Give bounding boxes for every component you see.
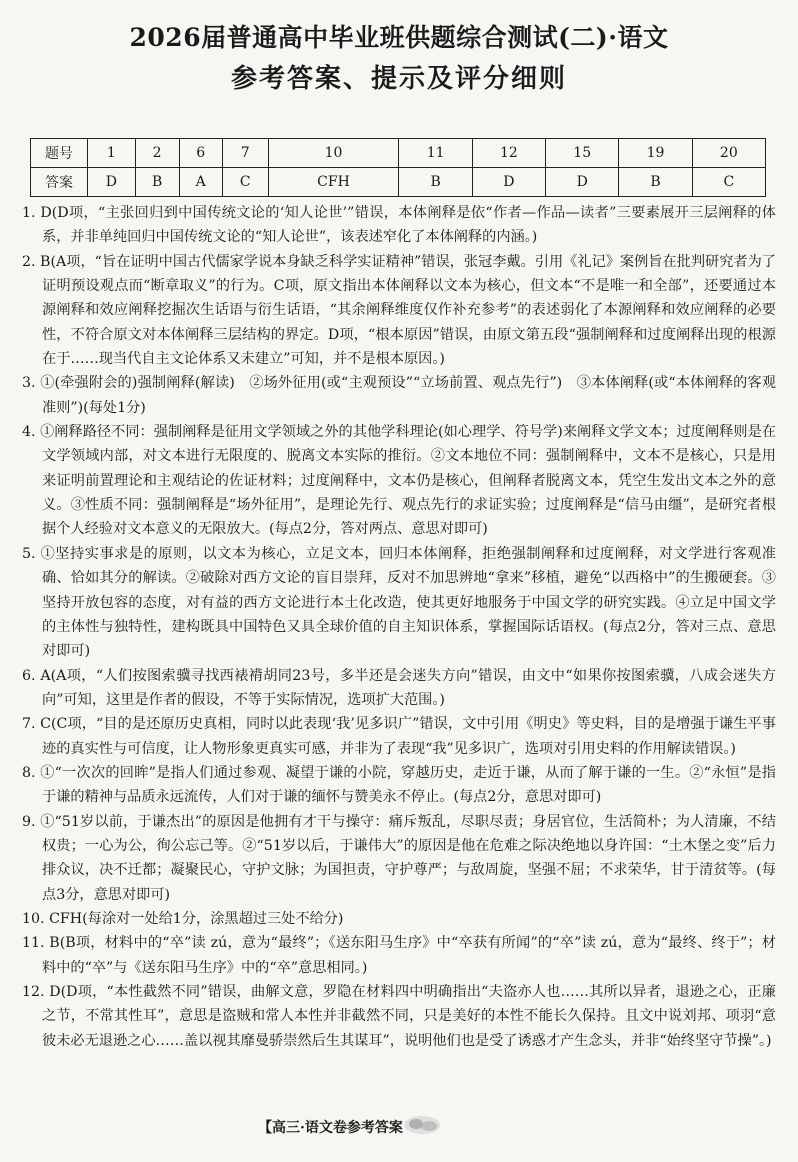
explanation-item-10: 10. CFH(每涂对一处给1分，涂黑超过三处不给分) — [22, 910, 344, 927]
answer-cell: B — [135, 168, 179, 197]
explanation-item-8: 8. ①“一次次的回眸”是指人们通过参观、凝望于谦的小院，穿越历史，走近于谦，从而了解于谦的一生。②“永恒”是指于谦的精神与品质永远流传，人们对于谦的缅怀与赞美永不停止。(每点2分，意思对即可) — [22, 764, 776, 806]
answer-cell: CFH — [268, 168, 399, 197]
answer-row — [31, 168, 766, 197]
page-title: 2026届普通高中毕业班供题综合测试(二)·语文 — [129, 23, 669, 52]
explanation-item-9: 9. ①“51岁以前，于谦杰出”的原因是他拥有才干与操守：痛斥叛乱，尽职尽责；身居官位，生活简朴；为人清廉，不结权贵；一心为公，徇公忘己等。②“51岁以后，于谦伟大”的原因是他在危难之际决绝地以身许国：“土木堡之变”后力排众议，决不迁都；凝聚民心，守护文脉；为国担责，守护尊严；与敌周旋，坚强不屈；不求荣华，甘于清贫等。(每点3分，意思对即可) — [22, 813, 776, 903]
question-number-cell: 19 — [619, 139, 692, 168]
question-number-row — [31, 139, 766, 168]
answer-cell: D — [88, 168, 136, 197]
question-number-cell: 20 — [692, 139, 765, 168]
question-number-cell: 2 — [135, 139, 179, 168]
answer-row-label: 答案 — [31, 168, 88, 197]
answer-cell: A — [179, 168, 222, 197]
answer-cell: C — [222, 168, 268, 197]
question-number-cell: 1 — [88, 139, 136, 168]
answer-cell: B — [619, 168, 692, 197]
explanation-item-1: 1. D(D项，“主张回归到中国传统文论的‘知人论世’”错误，本体阐释是依“作者—作品—读者”三要素展开三层阐释的体系，并非单纯回归中国传统文论的“知人论世”，该表述窄化了本体阐释的内涵。) — [22, 205, 776, 246]
explanation-item-4: 4. ①阐释路径不同：强制阐释是征用文学领域之外的其他学科理论(如心理学、符号学)来阐释文学文本；过度阐释则是在文学领域内部，对文本进行无限度的、脱离文本实际的推衍。②文本地位不同：强制阐释中，文本不是核心，只是用来证明前置理论和主观结论的佐证材料；过度阐释中，文本仍是核心，但阐释者脱离文本，凭空生发出文本之外的意义。③性质不同：强制阐释是“场外征用”，是理论先行、观点先行的求证实验；过度阐释是“信马由缰”，是研究者根据个人经验对文本意义的无限放大。(每点2分，答对两点、意思对即可) — [22, 424, 776, 538]
explanation-item-2: 2. B(A项，“旨在证明中国古代儒家学说本身缺乏科学实证精神”错误，张冠李戴。引用《礼记》案例旨在批判研究者为了证明预设观点而“断章取义”的行为。C项，原文指出本体阐释以文本为核心，但文本“不是唯一和全部”，还要通过本源阐释和效应阐释挖掘次生话语与衍生话语，“其余阐释维度仅作补充参考”的表述弱化了本源阐释和效应阐释的必要性，不符合原文对本体阐释三层结构的界定。D项，“根本原因”错误，由原文第五段“强制阐释和过度阐释出现的根源在于……现当代自主文论体系又未建立”可知，并不是根本原因。) — [22, 253, 776, 368]
question-number-cell: 7 — [222, 139, 268, 168]
explanation-item-11: 11. B(B项，材料中的“卒”读 zú，意为“最终”；《送东阳马生序》中“卒获有所闻”的“卒”读 zú，意为“最终、终于”；材料中的“卒”与《送东阳马生序》中的“卒”意思相同。) — [22, 935, 776, 976]
question-number-cell: 12 — [472, 139, 545, 168]
explanation-item-7: 7. C(C项，“目的是还原历史真相，同时以此表现‘我’见多识广”错误，文中引用《明史》等史料，目的是增强于谦生平事迹的真实性与可信度，让人物形象更真实可感，并非为了表现“我”见多识广，选项对引用史料的作用解读错误。) — [22, 716, 776, 757]
question-row-label: 题号 — [31, 139, 88, 168]
explanation-item-12: 12. D(D项，“本性截然不同”错误，曲解文意，罗隐在材料四中明确指出“夫盗亦人也……其所以异者，退逊之心，正廉之节，不常其性耳”，意思是盗贼和常人本性并非截然不同，只是美好的本性不能长久保持。且文中说刘邦、项羽“意彼未必无退逊之心……盖以视其靡曼骄崇然后生其谋耳”，说明他们也是受了诱惑才产生念头，并非“始终坚守节操”。) — [22, 984, 776, 1049]
answer-cell: B — [399, 168, 472, 197]
explanation-item-6: 6. A(A项，“人们按图索骥寻找西裱褙胡同23号，多半还是会迷失方向”错误，由文中“如果你按图索骥，八成会迷失方向”可知，这里是作者的假设，不等于实际情况，选项扩大范围。) — [22, 667, 776, 708]
question-number-cell: 10 — [268, 139, 399, 168]
answer-table — [30, 138, 766, 197]
page-subtitle: 参考答案、提示及评分细则 — [230, 64, 567, 94]
question-number-cell: 11 — [399, 139, 472, 168]
explanation-item-5: 5. ①坚持实事求是的原则，以文本为核心，立足文本，回归本体阐释，拒绝强制阐释和过度阐释，对文学进行客观准确、恰如其分的解读。②破除对西方文论的盲目崇拜，反对不加思辨地“拿来”移植，避免“以西格中”的生搬硬套。③坚持开放包容的态度，对有益的西方文论进行本土化改造，使其更好地服务于中国文学的研究实践。④立足中国文学的主体性与独特性，建构既具中国特色又具全球价值的自主知识体系，掌握国际话语权。(每点2分，答对三点、意思对即可) — [22, 545, 776, 660]
page-footer: 【高三·语文卷参考答案 — [258, 1120, 403, 1136]
answer-cell: C — [692, 168, 765, 197]
question-number-cell: 6 — [179, 139, 222, 168]
watermark-logo-icon — [402, 1114, 442, 1136]
explanation-item-3: 3. ①(牵强附会的)强制阐释(解读) ②场外征用(或“主观预设”“立场前置、观点先行”) ③本体阐释(或“本体阐释的客观准则”)(每处1分) — [22, 375, 776, 416]
answer-cell: D — [472, 168, 545, 197]
answer-explanations — [22, 201, 776, 1053]
question-number-cell: 15 — [546, 139, 619, 168]
answer-cell: D — [546, 168, 619, 197]
